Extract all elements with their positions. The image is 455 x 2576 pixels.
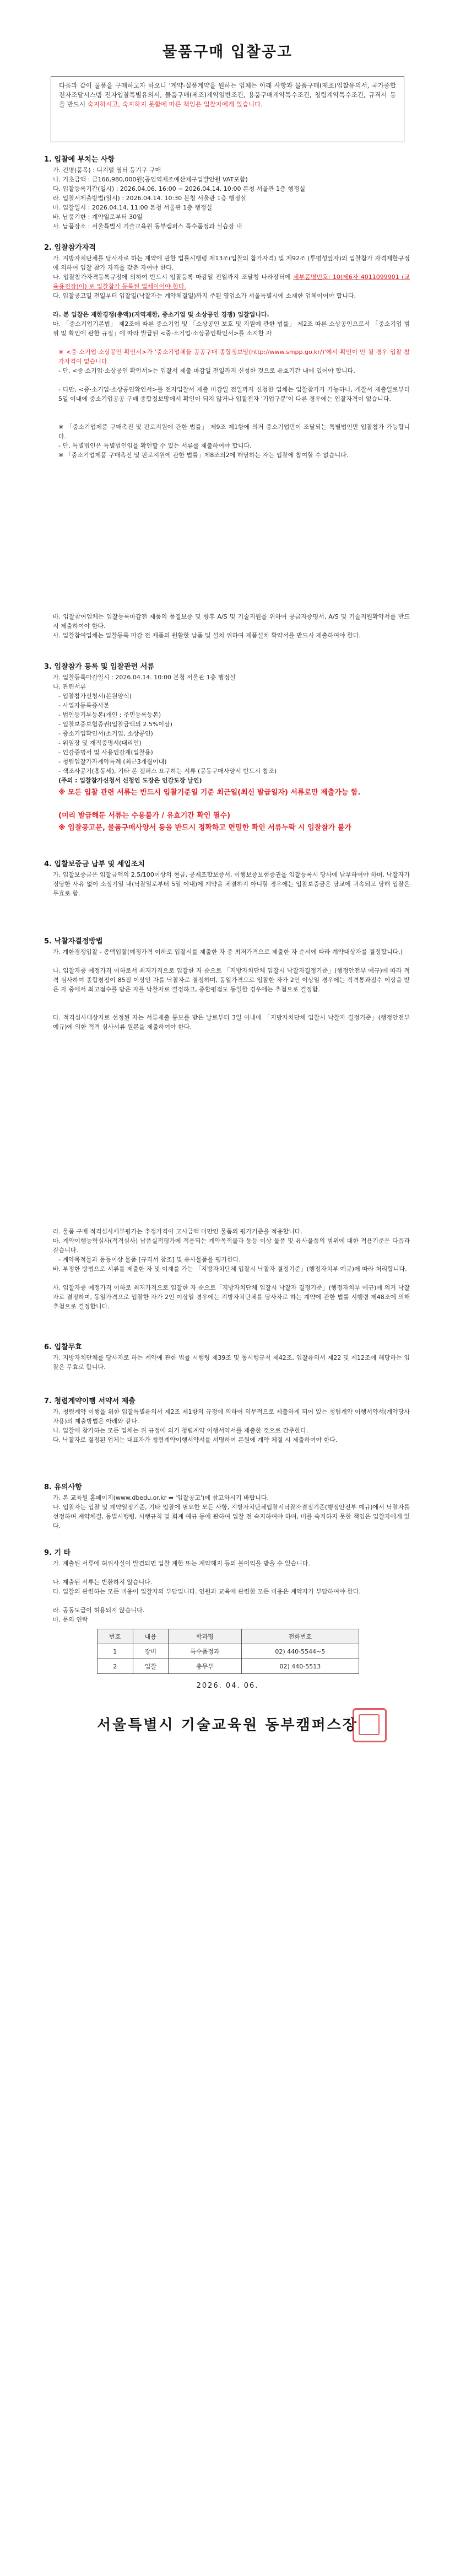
contact-header: 학과명 [169, 1629, 242, 1644]
s7-item: 다. 낙찰자로 결정된 업체는 대표자가 청렴계약이행서약서를 서명하여 본원에 계약 체결 시 제출하여야 한다. [53, 1436, 338, 1443]
s5-tail-item: 마. 계약이행능력심사(적격심사) 납품실적평가에 적용되는 계약목적물과 동등 이상 물품 및 유사물품의 범위에 대한 적용기준은 다음과 같습니다. [53, 1237, 410, 1254]
s2-tail-item: 사. 입찰참여업체는 입찰등록 마감 전 제품의 원활한 납품 및 설치 위하여 제품설치 확약서를 반드시 제출하여야 한다. [53, 632, 361, 639]
s3-doc: - 중소기업확인서(소기업, 소상공인) [58, 730, 153, 737]
s8-item [53, 1493, 410, 1502]
s3-item: 나. 관련서류 [53, 683, 86, 690]
contact-header: 전화번호 [241, 1629, 359, 1644]
section-3-heading: 3. 입찰참가 등록 및 입찰관련 서류 [44, 663, 154, 671]
table-cell: 입찰 [133, 1659, 169, 1674]
table-cell: 총무부 [169, 1659, 242, 1674]
section-7-heading: 7. 청렴계약이행 서약서 제출 [44, 1397, 136, 1405]
s3-doc: - 색조사공기(흥동세), 기타 본 캠퍼스 요구하는 서류 (공동구매사양서 반드시 참조) [58, 768, 277, 775]
table-cell: 02) 440-5544~5 [241, 1644, 359, 1659]
s1-item: 다. 입찰등록기간(일시) : 2026.04.06. 16:00 ~ 2026.04.14. 10:00 본청 서울관 1층 행정실 [53, 185, 306, 192]
s2-note: - 단, 특별법인은 특별법인임을 확인할 수 있는 서류를 제출하여야 합니다. [58, 442, 252, 449]
s2-note: ※ 「중소기업제품 구매촉진 및 판로지원에 관한 법률」 제9조 제1항에 의거 중소기업만이 조달되는 특별법인만 입찰참가 가능합니다. [58, 423, 410, 440]
s2-tail-text: 바. 입찰참여업체는 입찰등록마감전 제품의 품질보증 및 향후 A/S 및 기술지원을 위하여 공급자증명서, A/S 및 기술지원확약서를 반드시 제출하여야 한다. [53, 613, 410, 630]
s3-doc: - 청렴입찰가자계약특례 (최근3개월이내) [58, 758, 167, 765]
issuing-organization: 서울특별시 기술교육원 동부캠퍼스장 [97, 1717, 358, 1734]
s2-item-text: 나. 입찰참가자격등록규정에 의하여 반드시 입찰등록 마감일 전일까지 조달청 나라장터에 [53, 273, 293, 281]
table-row [98, 1659, 359, 1674]
contact-header-row [98, 1629, 359, 1644]
table-cell: 특수품정과 [169, 1644, 242, 1659]
s3-doc: - 위임장 및 재직증명서(대리인) [58, 739, 142, 747]
s7-item: 나. 입찰에 참가하는 모든 업체는 위 규정에 의거 청렴계약 이행서약서를 제출한 것으로 간주한다. [53, 1427, 308, 1434]
s2-note: - 단, <중·소기업·소상공인 확인서>는 입찰서 제출 마감일 전일까지 신청한 것으로 유효기간 내에 있어야 합니다. [58, 367, 355, 374]
s9-item: 마. 문의 연락 [53, 1616, 88, 1623]
announcement-date: 2026. 04. 06. [196, 1682, 259, 1690]
s6-item: 가. 지방자치단체를 당사자로 하는 계약에 관한 법률 시행령 제39조 및 동시행규칙 제42조, 입찰유의서 제22 및 제12조에 해당하는 입찰은 무효로 합니다. [53, 1354, 410, 1371]
s5-item: 다. 적격심사대상자로 선정된 자는 서류제출 통보를 받은 날로부터 3일 이내에 「지방자치단체 입찰시 낙찰자 결정기준」(행정안전부 예규)에 의한 적격 심사서류 원본을 제출하여야 한다. [53, 1014, 410, 1031]
contact-header: 번호 [98, 1629, 133, 1644]
s3-doc-note: (주의 : 입찰참가신청서 신청인 도장은 인감도장 날인) [58, 777, 202, 784]
s5-tail-item: 바. 부정한 방법으로 서류를 제출한 자 및 이재를 가는 「지방자치단체 입찰시 낙찰자 결정기준」(행정자치부 예규)에 따라 처리합니다. [53, 1265, 407, 1273]
s8-item-text: 가. 본 교육원 홈페이지(www.dbedu.or.kr ➡ '입찰공고')에 참고하시기 바랍니다. [53, 1494, 269, 1501]
page-title: 물품구매 입찰공고 [162, 44, 293, 61]
s1-item: 가. 건명(품목) : 디지털 영터 등기구 구매 [53, 167, 161, 174]
s9-item: 다. 입찰의 관련하는 모든 비용이 입찰자의 부담입니다. 인원과 교육에 관련한 모든 비용은 계약자가 부담하여야 한다. [53, 1588, 361, 1595]
s2-item: 다. 입찰공고일 전일부터 입찰일(낙찰자는 계약체결일)까지 주된 영업소가 서울특별시에 소재한 업체이어야 합니다. [53, 292, 356, 299]
s3-doc: - 사업자등록증사본 [58, 702, 110, 709]
s1-item: 바. 납품기한 : 계약일로부터 30일 [53, 213, 143, 221]
s3-warning: ※ 모든 입찰 관련 서류는 반드시 입찰기준일 기준 최근일(최신 발급일자) 서류로만 제출가능 함. [58, 788, 361, 797]
s3-warning: ※ 입찰공고문, 물품구매사양서 등을 반드시 정확하고 면밀한 확인 서류누락 시 입찰참가 불가 [58, 824, 352, 832]
s2-item: 가. 지방자치단체를 당사자로 하는 계약에 관한 법률시행령 제13조(입찰의 참가자격) 및 제92조 (투명성앞자)의 입찰참가 자격제한규정에 의하여 입찰 참가 자격을 갖춘 자여야 한다. [53, 255, 410, 271]
s5-item: 나. 입찰자중 예정가격 이하로서 최저가격으로 입찰한 자 순으로 「지방자치단체 입찰시 낙찰자결정기준」(행정안전부 예규)에 따라 적격 심사하여 종합평점이 85점 이상인 자를 낙찰자로 결정하며, 동일가격으로 입찰한 자가 2인 이상일 경우에는 적격통과점수 이상을 받은 자 중에서 최고점수를 받은 자를 낙찰자로 결정하고, 종합평점도 동일한 경우에는 추첨으로 결정함. [53, 967, 410, 993]
s5-item: 가. 계한경쟁입찰 - 총액입찰(예정가격 이하로 입찰서를 제출한 자 중 최저가격으로 제출한 자 순서에 따라 계약대상자를 결정합니다.) [53, 948, 403, 956]
contact-table [97, 1629, 359, 1674]
official-seal-stamp [353, 1708, 387, 1742]
table-cell: 1 [98, 1644, 133, 1659]
s9-item: 가. 계출된 서류에 허위사실이 발견되면 입찰 계한 또는 계약해지 등의 불이익을 받을 수 있습니다. [53, 1560, 310, 1567]
section-6-heading: 6. 입찰무효 [44, 1343, 82, 1351]
s3-item: 가. 입찰등록마감일시 : 2026.04.14. 10:00 본청 서울관 1층 행정실 [53, 674, 236, 681]
section-4-heading: 4. 입찰보증금 납부 및 세입조치 [44, 860, 145, 868]
table-cell: 02) 440-5513 [241, 1659, 359, 1674]
s9-item: 나. 제출된 서류는 반환하지 않습니다. [53, 1579, 153, 1586]
s7-item: 가. 청렴계약 이행을 위한 입찰특별유의서 제2조 제1항의 규정에 의하여 의무적으로 제출하게 되어 있는 청렴계약 이행서약서(계약당사자용)의 제출방법은 아래와 같다. [53, 1408, 410, 1425]
contact-header: 내용 [133, 1629, 169, 1644]
s3-doc: - 입찰보증보험증권(입찰금액의 2.5%이상) [58, 721, 172, 728]
s2-item [53, 272, 410, 291]
s3-doc: - 법인등기부등본(개인 : 주민등록등본) [58, 711, 161, 718]
s2-note: ※ 「중소기업제품 구매촉진 및 판로지원에 관한 법률」제8조의2에 해당하는 자는 입찰에 참여할 수 없습니다. [58, 452, 349, 459]
section-1-heading: 1. 입찰에 부치는 사항 [44, 155, 115, 164]
s2-tail-item [53, 612, 410, 631]
section-5-heading: 5. 낙찰자결정방법 [44, 937, 103, 946]
s5-tail-item: - 계약목적물과 동등이상 물품 [규격서 참조] 및 유사물품을 평가한다. [58, 1256, 241, 1263]
notice-warning: 숙지하시고, 숙지하지 못함에 따른 책임은 입찰자에게 있습니다. [87, 100, 263, 108]
s1-item: 라. 입찰서제출방법(일시) : 2026.04.14. 10:30 본청 서울관 1층 행정실 [53, 195, 246, 202]
s2-note: - 다만, <중·소기업·소상공인확인서>를 전자입찰서 제출 마감일 전일까지 신청한 업체는 입찰참가가 가능하나, 개찰서 제출일로부터 5일 이내에 중소기업공공 구매 종합정보망에서 확인이 되지 않거나 입찰전자 '기업구분'이 다른 경우에는 입찰자격이 없습니다. [58, 386, 410, 402]
s5-tail-item: 라. 물품 구매 적격심사세부평가는 추정가격이 고시금액 미만인 물품의 평가기준을 적용합니다. [53, 1228, 302, 1235]
s1-item: 마. 입찰일시 : 2026.04.14. 11:00 본청 서울관 1층 행정실 [53, 204, 213, 211]
s5-tail-item: 사. 입찰자중 예정가격 이하로 최저가격으로 입찰한 자 순으로「지방자치단체 입찰시 낙찰자 결정기준」(행정자치부 예규)에 의거 낙찰자로 결정하며, 동일가격으로 입찰한 자가 2인 이상일 경우에는 지방자치단체를 당사자로 하는 계약에 관한 법률 시행령 제48조에 의해 추첨으로 결정합니다. [53, 1284, 410, 1310]
s2-item: 라. 본 입찰은 제한경쟁(총액)(지역제한, 중소기업 및 소상공인 경쟁) 입찰입니다. [53, 311, 269, 318]
s3-doc: - 입찰참가신청서(본원양식) [58, 693, 132, 700]
table-cell: 2 [98, 1659, 133, 1674]
notice-text: 다음과 같이 물품을 구매하고자 하오니 ‘계약-실품계약을 원하는 업체는 아래 사항과 물품구매(제조)입찰유의서, 국가종합전자조달시스템 전자입찰특별유의서, 물품구매(제조)계약일반조건, 용품구매계약특수조건, 청렴계약특수조건, 규격서 등을 반드시 [59, 82, 396, 108]
s3-warning: (미리 발급해둔 서류는 수용불가 / 유효기간 확인 필수) [58, 812, 231, 820]
s8-item: 나. 입찰자는 입찰 및 계약일정기준, 기타 입찰에 필요한 모든 사항, 지방자치단체입찰시낙찰자결정기준(행정안전부 예규)에서 낙찰자를 선정하며 계약체결, 동법시행령, 시행규칙 및 회계 예규 등에 관하여 입찰 전 숙지하여야 하며, 미를 숙지하지 못한 책임은 입찰자에게 있다. [53, 1504, 410, 1530]
s4-item: 가. 입찰보증금은 입찰금액의 2.5/100이상의 현금, 공제조합보증서, 이행보증보험증권을 입찰등록시 당사에 납부하여야 하며, 낙찰자가 정당한 사유 없이 소정기일 내(낙찰일로부터 5일 이내)에 계약을 체결하지 아니할 경우에는 입찰보증금은 당교에 귀속되고 당해 입찰은 무효로 함. [53, 871, 410, 897]
s2-item: 마. 「중소기업기본법」 제2조에 따른 중소기업 및 「소상공인 보호 및 지원에 관한 법률」 제2조 따른 소상공인으로서 「중소기업 범위 및 확인에 관한 규정」에 따라 발급된 <중·소기업·소상공인확인서>를 소지한 자 [53, 320, 410, 337]
s1-item: 사. 납품장소 : 서울특별시 기술교육원 동부캠퍼스 특수품정과 실습장 내 [53, 223, 242, 230]
s1-item: 나. 기초금액 : 금166,980,000원(공임역제조예산제구입발안원 VAT포함) [53, 176, 248, 183]
table-cell: 장비 [133, 1644, 169, 1659]
s2-note: ※ <중·소기업·소상공인 확인서>가 '중소기업체들 공공구매 종합정보망(http://www.smpp.go.kr/)'에서 확인이 안 될 경우 입찰 참가자격이 없습니다. [58, 348, 410, 365]
s3-doc: - 인감증명서 및 사용인감계(입찰용) [58, 749, 153, 756]
section-9-heading: 9. 기 타 [44, 1549, 71, 1557]
table-row [98, 1644, 359, 1659]
section-8-heading: 8. 유의사항 [44, 1483, 82, 1491]
section-2-heading: 2. 입찰참가자격 [44, 244, 96, 252]
notice-box [51, 76, 404, 142]
s2-item-emph: 세부품명번호: 10(제6자 4011099901 (교육용전장)이) 로 입찰참가 등록된 업체이어야 한다. [53, 273, 410, 290]
s9-item: 라. 공동도급이 허용되지 않습니다. [53, 1607, 145, 1614]
